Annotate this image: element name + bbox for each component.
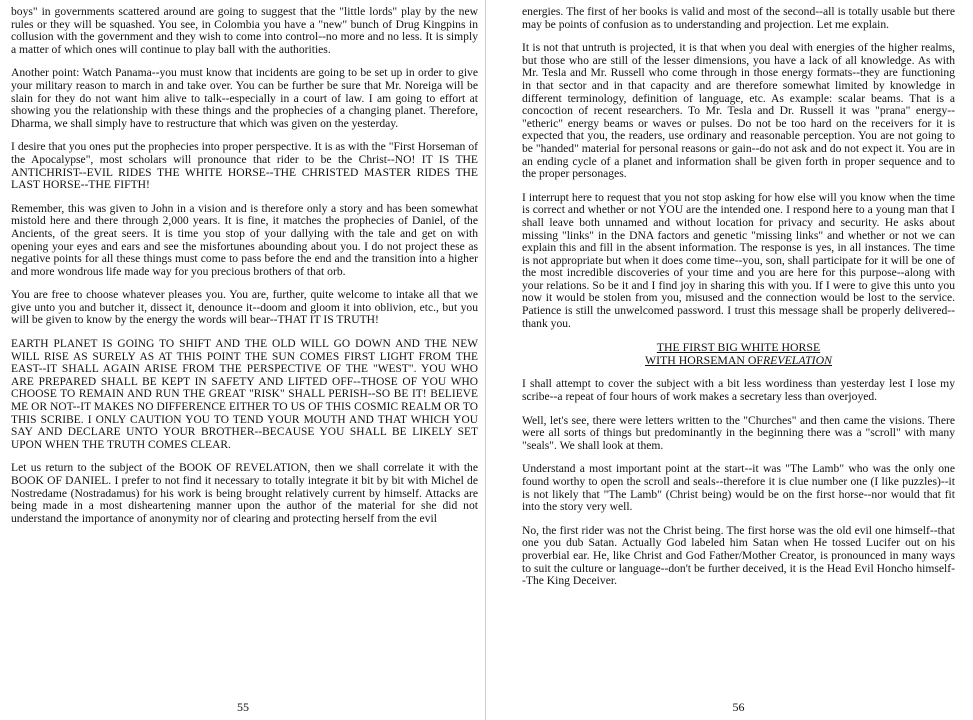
left-paragraph-7: Let us return to the subject of the BOOK OF REVELATION, then we shall correlate it with the BOOK OF DANIEL. I prefer to not find it necessary to totally integrate it bit by bit with Michel de Nostredame (Nostradamus) for his work is being brought relatively current by himself. Attacks are being made in a most disheartening manner upon the author of the material for she did not understand the importance of anonymity nor of clearing and protecting herself from the evil [11,461,478,525]
left-paragraph-6: EARTH PLANET IS GOING TO SHIFT AND THE OLD WILL GO DOWN AND THE NEW WILL RISE AS SURELY AS AT THIS POINT THE SUN COMES FIRST LIGHT FROM THE EAST--IT SHALL AGAIN ARISE FROM THE PERSPECTIVE OF THE "WEST". YOU WHO ARE PREPARED SHALL BE KEPT IN SAFETY AND LIFTED OFF--THOSE OF YOU WHO CHOOSE TO REMAIN AND RUN THE GREAT "RISK" SHALL PERISH--SO BE IT! BELIEVE ME OR NOT--IT MAKES NO DIFFERENCE EITHER TO US OF THIS COSMIC REALM OR TO THIS SCRIBE. I ONLY CAUTION YOU TO TEND YOUR MOUTH AND THAT WHICH YOU SAY AND DECLARE UNTO YOUR BROTHER--BECAUSE YOU SHALL BE LIKELY SET UPON WHEN THE TRUTH COMES CLEAR. [11,338,478,451]
right-paragraph-3: I interrupt here to request that you not stop asking for how else will you know when the time is correct and whether or not YOU are the intended one. I respond here to a young man that I shall leave both unnamed and without location for privacy and security. He asks about missing "links" in the DNA factors and genetic "missing links" and whether or not we can explain this and fill in the absent information. The response is yes, in all instances. The time is not appropriate but when it does come time--you, son, shall participate for it will be one of the most incredible discoveries of your time and you are here for this purpose--along with your relations. So be it and I find joy in sharing this with you. If I were to give this unto you now it would be stolen from you, misused and the connection would be lost to the service. Patience is still the unwelcomed password. I trust this message shall be properly delivered--thank you. [522,190,955,330]
right-paragraph-1: energies. The first of her books is valid and most of the second--all is totally usable but there may be points of confusion as to understanding and projection. Let me explain. [522,5,955,31]
section-heading-line-2-prefix: WITH HORSEMAN OF [644,352,763,367]
left-paragraph-4: Remember, this was given to John in a vision and is therefore only a story and has been somewhat mistold here and there through 2,000 years. It is fine, it matches the prophecies of Daniel, of the Ancients, of the great seers. It is time you stop of your dallying with the tale and get on with opening your eyes and ears and see the misfortunes abounding about you. I do not project these as negative points for all these things must come to pass before the end and the transition into a higher and more wondrous life made way for you precious brothers of that orb. [11,201,478,278]
section-heading-line-2 [645,354,832,367]
left-paragraph-3: I desire that you ones put the prophecies into proper perspective. It is as with the "First Horseman of the Apocalypse", most scholars will pronounce that rider to be the Christ--NO! IT IS THE ANTICHRIST--EVIL RIDES THE WHITE HORSE--THE CHRISTED MASTER RIDES THE LAST HORSE--THE FIFTH! [11,140,478,192]
left-paragraph-1: boys" in governments scattered around are going to suggest that the "little lords" play by the new rules or they will be squashed. You see, in Colombia you have a "new" bunch of Drug Kingpins in collusion with the government and they wish to come into control--no more and no less. It is simply a matter of which ones will continue to play ball with the authorities. [11,5,478,56]
right-paragraph-7: No, the first rider was not the Christ being. The first horse was the old evil one himself--that one you dub Satan. Actually God labeled him Satan when He tossed Lucifer out on his proverbial ear. He, like Christ and God Father/Mother Creator, is pronounced in many ways to suit the culture or language--don't be further deceived, it is the Head Evil Honcho himself--The King Deceiver. [522,523,955,588]
section-heading-line-1: THE FIRST BIG WHITE HORSE [656,340,821,355]
right-paragraph-6: Understand a most important point at the start--it was "The Lamb" who was the only one found worthy to open the scroll and seals--therefore it is clue number one (I like puzzles)--it is not likely that "The Lamb" (Christ being) would be on the first horse--nor would that fit into the story very well. [522,462,955,514]
section-heading [522,341,955,366]
right-paragraph-2: It is not that untruth is projected, it is that when you deal with energies of the higher realms, but those who are still of the lesser dimensions, you have a lack of all knowledge. As with Mr. Tesla and Mr. Russell who come through in those energy formats--they are functioning in that sector and in that capacity and are therefore somewhat limited by knowledge in different terminology, definition of language, etc. As example: scalar beams. That is a concoction of recent researchers. To Mr. Tesla and Dr. Russell it was "prana" energy--"etheric" energy beams or waves or pulses. Do not be too hard on the receivers for it is expected that you, the readers, use ordinary and reasonable perception. You are not going to be "handed" material for personal reasons or gain--do not ask and do not expect it. You are in an ending cycle of a planet and information shall be given forth in proper sequence and to the proper personages. [522,41,955,181]
left-paragraph-5: You are free to choose whatever pleases you. You are, further, quite welcome to intake all that we give unto you and butcher it, dissect it, denounce it--doom and gloom it into oblivion, etc., but you will be given to know by the energy the words will bear--THAT IT IS TRUTH! [11,288,478,327]
left-page [0,0,486,720]
left-paragraph-2: Another point: Watch Panama--you must know that incidents are going to be set up in order to give your military reason to march in and take over. You can be further be sure that Mr. Noreiga will be slain for they do not want him alive to talk--especially in a court of law. I am going to effort at showing you the relationship with these things and the prophecies of a changing planet. Therefore, Dharma, we shall simply have to restructure that which was given on the yesterday. [11,66,478,130]
page-gutter [485,0,486,720]
section-heading-line-2-italic: REVELATION [762,352,832,367]
right-page [490,0,973,720]
right-paragraph-4: I shall attempt to cover the subject with a bit less wordiness than yesterday lest I lose my scribe--a repeat of four hours of work makes a secretary less than overjoyed. [522,377,955,404]
right-page-number: 56 [732,700,745,714]
left-page-number: 55 [237,700,249,714]
right-paragraph-5: Well, let's see, there were letters written to the "Churches" and then came the visions. There were all sorts of things but predominantly in the beginning there was a "scroll" with many "seals". We shall look at them. [522,413,955,452]
